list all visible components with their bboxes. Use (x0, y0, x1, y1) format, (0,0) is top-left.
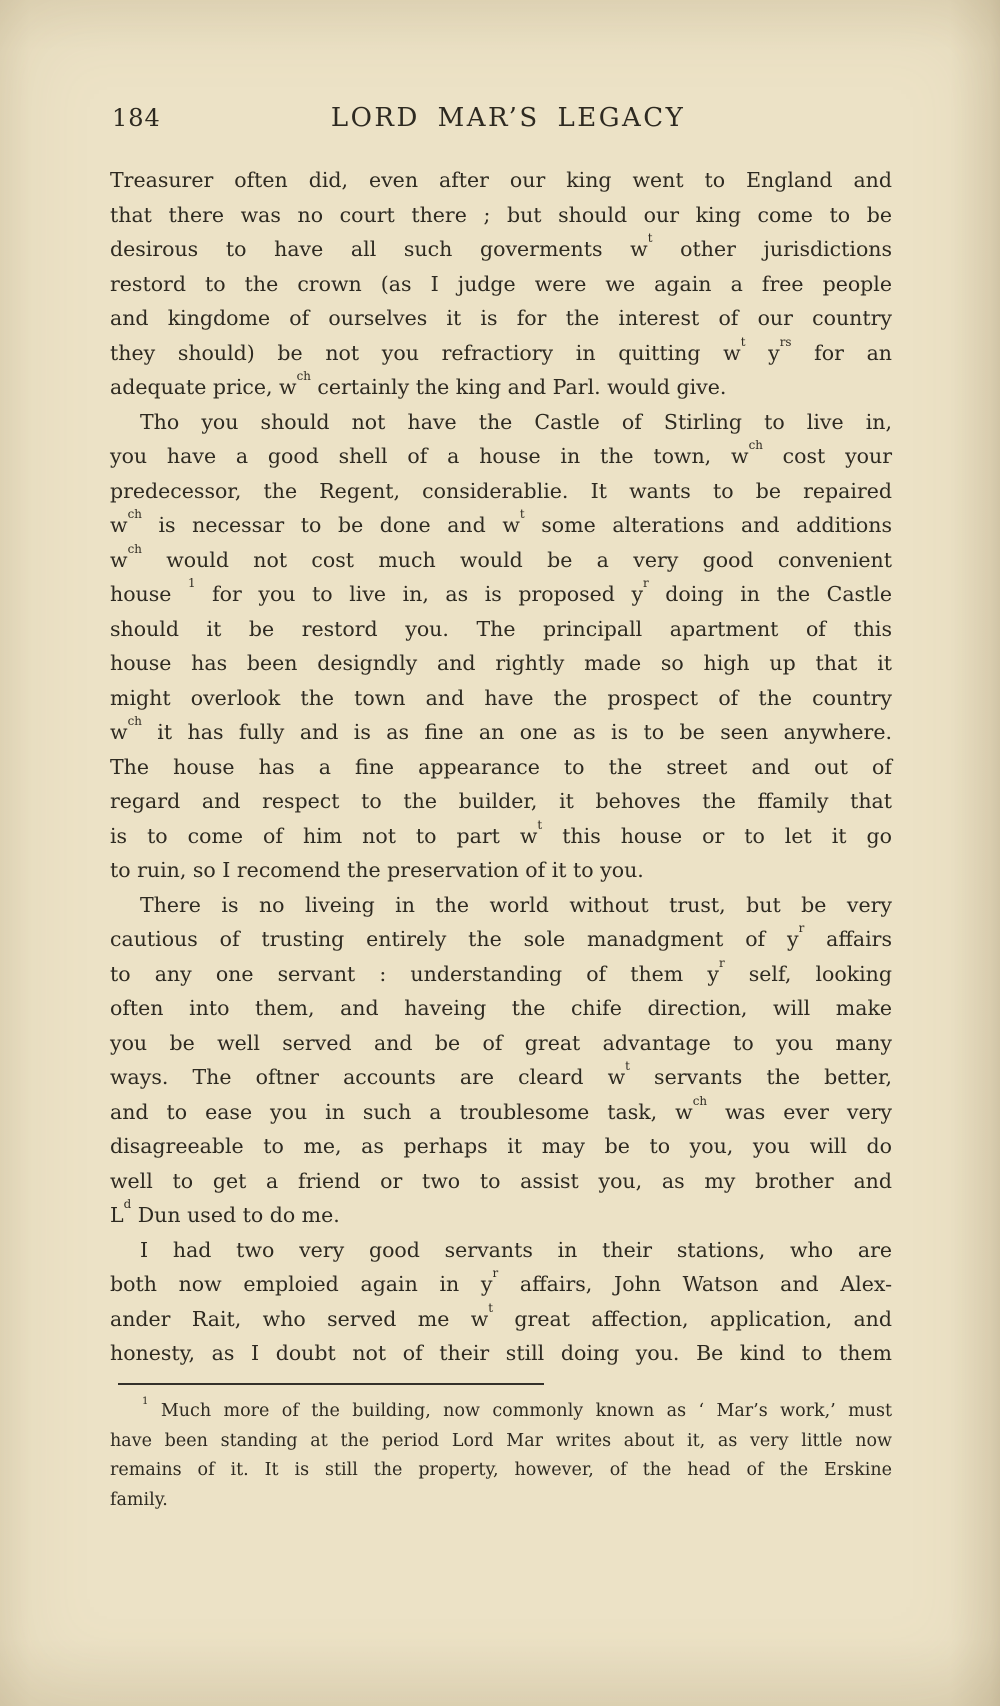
text-line: $w^{ch}$ would not cost much would be a very good convenient (110, 541, 892, 572)
text-line: house has been designdly and rightly made so high up that it (110, 651, 892, 675)
superscript: ch (692, 1093, 708, 1108)
text-line: regard and respect to the builder, it behoves the ffamily that (110, 789, 892, 813)
text-line: $w^{ch}$ is necessar to be done and $w^t$ some alterations and additions (110, 507, 892, 537)
text-line: and to ease you in such a troublesome task, $w^{ch}$ was ever very (110, 1093, 893, 1124)
superscript: t (488, 1300, 494, 1315)
text-line: you be well served and be of great advantage to you many (110, 1030, 892, 1055)
text-line: I had two very good servants in their stations, who are (140, 1237, 892, 1262)
paragraph (110, 163, 892, 405)
footnote-text (110, 1397, 892, 1515)
superscript: t (537, 817, 543, 832)
text-line: often into them, and haveing the chife direction, will make (110, 996, 892, 1020)
running-title: LORD MAR’S LEGACY (330, 103, 686, 133)
text-line: ander Rait, who served me $w^t$ great affection, application, and (110, 1300, 893, 1331)
superscript: ch (127, 541, 142, 556)
text-line: house $^1$ for you to live in, as is proposed $y^r$ doing in the Castle (110, 576, 892, 606)
text-line: and kingdome of ourselves it is for the interest of our country (110, 306, 892, 330)
page-header (110, 103, 892, 137)
text-line: Treasurer often did, even after our king went to England and (110, 168, 892, 192)
text-line: Tho you should not have the Castle of Stirling to live in, (140, 409, 892, 434)
text-line: desirous to have all such goverments $w^t$ other jurisdictions (110, 231, 893, 261)
text-line: disagreeable to me, as perhaps it may be to you, you will do (110, 1134, 892, 1158)
text-line: might overlook the town and have the prospect of the country (110, 685, 892, 710)
body-text (110, 163, 892, 1371)
text-line: honesty, as I doubt not of their still doing you. Be kind to them (110, 1341, 892, 1365)
text-line: is to come of him not to part $w^t$ this house or to let it go (110, 817, 892, 848)
text-line: $w^{ch}$ it has fully and is as fine an one as is to be seen anywhere. (110, 714, 892, 744)
text-line: There is no liveing in the world without trust, but be very (140, 892, 892, 917)
text-line: ways. The oftner accounts are cleard $w^t$ servants the better, (110, 1059, 893, 1089)
superscript: t (625, 1059, 630, 1074)
paragraph (110, 1233, 892, 1371)
footnote-line: $^1$ Much more of the building, now commonly known as ‘ Mar’s work,’ must (142, 1396, 892, 1421)
paragraph (110, 888, 892, 1233)
superscript: r (798, 921, 805, 936)
superscript: 1 (142, 1396, 149, 1408)
paragraph (110, 405, 892, 888)
superscript: ch (296, 369, 311, 384)
text-line: The house has a fine appearance to the street and out of (110, 754, 892, 779)
superscript: r (492, 1266, 499, 1281)
superscript: 1 (187, 576, 196, 591)
page-number: 184 (112, 104, 161, 132)
superscript: rs (779, 334, 792, 349)
footnote-line: have been standing at the period Lord Mar writes about it, as very little now (110, 1430, 892, 1451)
text-line: they should) be not you refractiory in quitting $w^t$ $y^{rs}$ for an (110, 334, 892, 365)
text-line: $L^d$ Dun used to do me. (110, 1197, 340, 1227)
text-line: should it be restord you. The principall apartment of this (110, 616, 892, 641)
footnote-line: remains of it. It is still the property, however, of the head of the Erskine (110, 1460, 892, 1480)
footnote-line: family. (110, 1489, 168, 1510)
superscript: ch (748, 438, 763, 453)
superscript: t (519, 507, 525, 522)
text-line: cautious of trusting entirely the sole manadgment of $y^r$ affairs (110, 921, 893, 951)
text-line: predecessor, the Regent, considerablie. It wants to be repaired (110, 478, 892, 503)
footnote-rule (118, 1383, 544, 1385)
text-line: to ruin, so I recomend the preservation of it to you. (110, 858, 644, 882)
text-line: adequate price, $w^{ch}$ certainly the king and Parl. would give. (110, 369, 727, 399)
superscript: r (643, 576, 649, 591)
superscript: ch (127, 507, 142, 522)
text-line: you have a good shell of a house in the town, $w^{ch}$ cost your (110, 438, 892, 468)
superscript: t (647, 231, 653, 246)
text-line: well to get a friend or two to assist you, as my brother and (110, 1168, 892, 1193)
superscript: t (740, 334, 746, 349)
text-line: restord to the crown (as I judge were we again a free people (110, 271, 892, 296)
superscript: d (123, 1197, 132, 1212)
text-line: to any one servant : understanding of them $y^r$ self, looking (110, 955, 892, 986)
superscript: ch (127, 714, 142, 729)
text-line: that there was no court there ; but should our king come to be (110, 202, 892, 227)
text-line: both now emploied again in $y^r$ affairs, John Watson and Alex- (110, 1266, 892, 1296)
superscript: r (718, 955, 725, 970)
